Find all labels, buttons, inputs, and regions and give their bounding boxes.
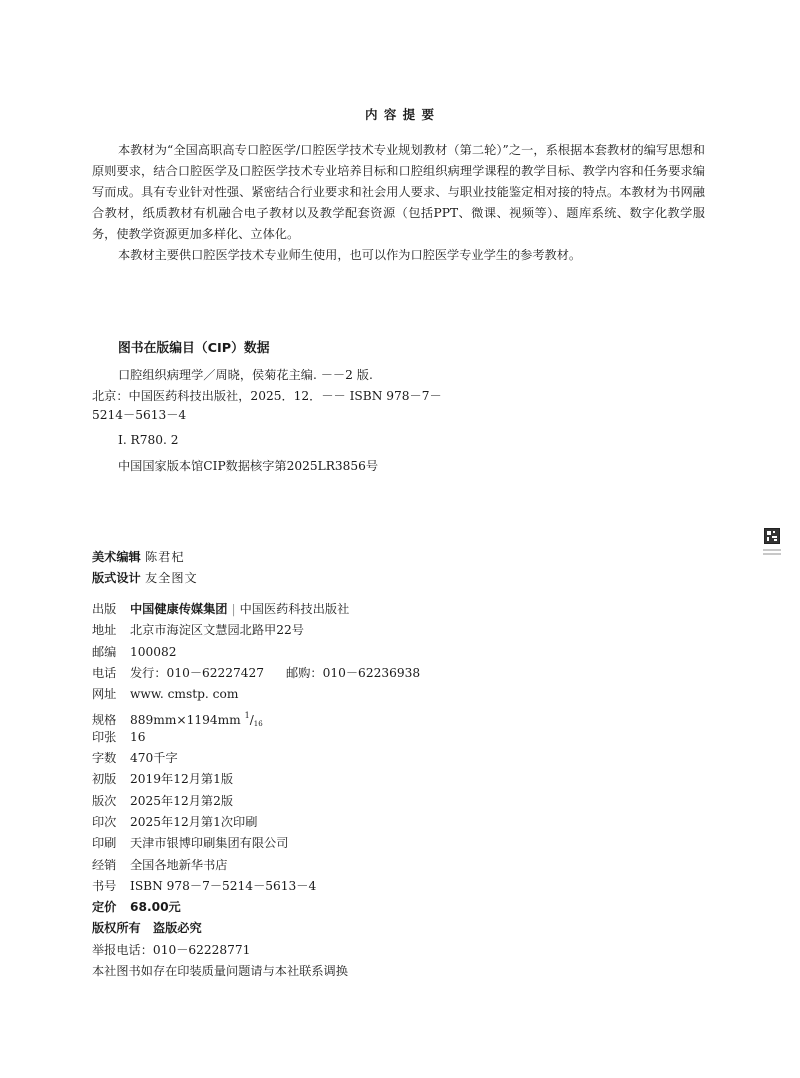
credit-value: 友全图文 [145, 571, 198, 585]
qr-code-icon[interactable] [764, 528, 780, 544]
summary-paragraph: 本教材为“全国高职高专口腔医学/口腔医学技术专业规划教材（第二轮）”之一，系根据本套教材的编写思想和原则要求，结合口腔医学及口腔医学技术专业培养目标和口腔组织病理学课程的教学目标、教学内容和任务要求编写而成。具有专业针对性强、紧密结合行业要求和社会用人要求、与职业技能鉴定相对接的特点。本教材为书网融合教材，纸质教材有机融合电子教材以及教学配套资源（包括PPT、微课、视频等）、题库系统、数字化教学服务，使教学资源更加多样化、立体化。 [92, 143, 705, 241]
qr-caption-icon [763, 547, 781, 557]
credit-value: 陈君杞 [145, 550, 185, 564]
credit-label: 版式设计 [92, 571, 141, 585]
row-label: 规格 [92, 713, 117, 728]
row-value: 天津市银博印刷集团有限公司 [130, 836, 289, 851]
imprint-row-printing [92, 812, 712, 833]
row-label: 地址 [92, 623, 117, 638]
row-value: 68.00元 [130, 900, 181, 915]
fraction-numerator: 1 [244, 711, 250, 721]
report-phone: 举报电话：010－62228771 [92, 942, 251, 957]
publisher-group: 中国健康传媒集团 [130, 602, 228, 616]
row-value: 2025年12月第1次印刷 [130, 814, 258, 829]
imprint-row-printer [92, 833, 712, 854]
credit-label: 美术编辑 [92, 550, 141, 564]
phone-mail-order: 邮购：010－62236938 [286, 665, 421, 680]
row-label: 邮编 [92, 644, 117, 659]
cip-line-isbn-cont: 5214－5613－4 [92, 408, 187, 422]
row-label: 印刷 [92, 836, 117, 851]
imprint-row-first-edition [92, 769, 712, 790]
cip-line-record: 中国国家版本馆CIP数据核字第2025LR3856号 [118, 459, 379, 473]
row-label: 初版 [92, 772, 117, 787]
row-label: 版次 [92, 793, 117, 808]
imprint-row-edition [92, 791, 712, 812]
quality-notice: 本社图书如存在印装质量问题请与本社联系调换 [92, 964, 348, 979]
summary-paragraph: 本教材主要供口腔医学技术专业师生使用，也可以作为口腔医学专业学生的参考教材。 [118, 248, 582, 262]
imprint-row-word-count [92, 748, 712, 769]
row-value: 北京市海淀区文慧园北路甲22号 [130, 623, 304, 638]
row-value: 470千字 [130, 751, 178, 766]
row-value: 100082 [130, 644, 177, 659]
row-label: 印次 [92, 814, 117, 829]
summary-title: 内 容 提 要 [364, 107, 436, 122]
cip-line-publisher: 北京：中国医药科技出版社，2025．12．－－ ISBN 978－7－ [92, 389, 442, 403]
imprint-row-website [92, 684, 712, 705]
imprint-row-publisher [92, 599, 712, 620]
imprint-row-format [92, 705, 712, 729]
format-fraction [245, 713, 263, 727]
imprint-row-postcode [92, 642, 712, 663]
cip-line-title: 口腔组织病理学／周晓，侯菊花主编. －－2 版. [118, 368, 373, 382]
website-link[interactable]: www. cmstp. com [130, 687, 239, 702]
imprint-row-isbn [92, 876, 712, 897]
row-label: 定价 [92, 900, 117, 915]
row-label: 经销 [92, 857, 117, 872]
fraction-denominator: 16 [253, 720, 263, 729]
phone-distribution: 发行：010－62227427 [130, 665, 265, 680]
row-value: 2019年12月第1版 [130, 772, 234, 787]
imprint-row-distributor [92, 855, 712, 876]
summary-section [92, 140, 705, 266]
publisher-separator: | [231, 602, 236, 616]
fraction-slash: / [249, 713, 254, 728]
copyright-notice: 版权所有 盗版必究 [92, 921, 202, 936]
row-label: 书号 [92, 878, 117, 893]
imprint-row-phone [92, 663, 712, 684]
imprint-row-price [92, 897, 712, 918]
cip-heading: 图书在版编目（CIP）数据 [118, 341, 270, 356]
row-label: 网址 [92, 687, 117, 702]
row-value: 16 [130, 729, 146, 744]
row-value: 全国各地新华书店 [130, 857, 228, 872]
cip-line-classification: Ⅰ. R780. 2 [118, 433, 179, 447]
row-value: 889mm×1194mm [130, 713, 241, 728]
row-label: 字数 [92, 751, 117, 766]
row-label: 电话 [92, 665, 117, 680]
imprint-row-sheets [92, 727, 712, 748]
row-value: ISBN 978－7－5214－5613－4 [130, 878, 317, 893]
row-label: 出版 [92, 602, 117, 616]
row-label: 印张 [92, 729, 117, 744]
credits [92, 547, 198, 589]
credit-layout-design [92, 568, 198, 589]
row-value: 2025年12月第2版 [130, 793, 234, 808]
imprint-row-address [92, 620, 712, 641]
publisher-press: 中国医药科技出版社 [239, 602, 350, 616]
credit-art-editor [92, 547, 198, 568]
imprint-table [92, 599, 712, 982]
